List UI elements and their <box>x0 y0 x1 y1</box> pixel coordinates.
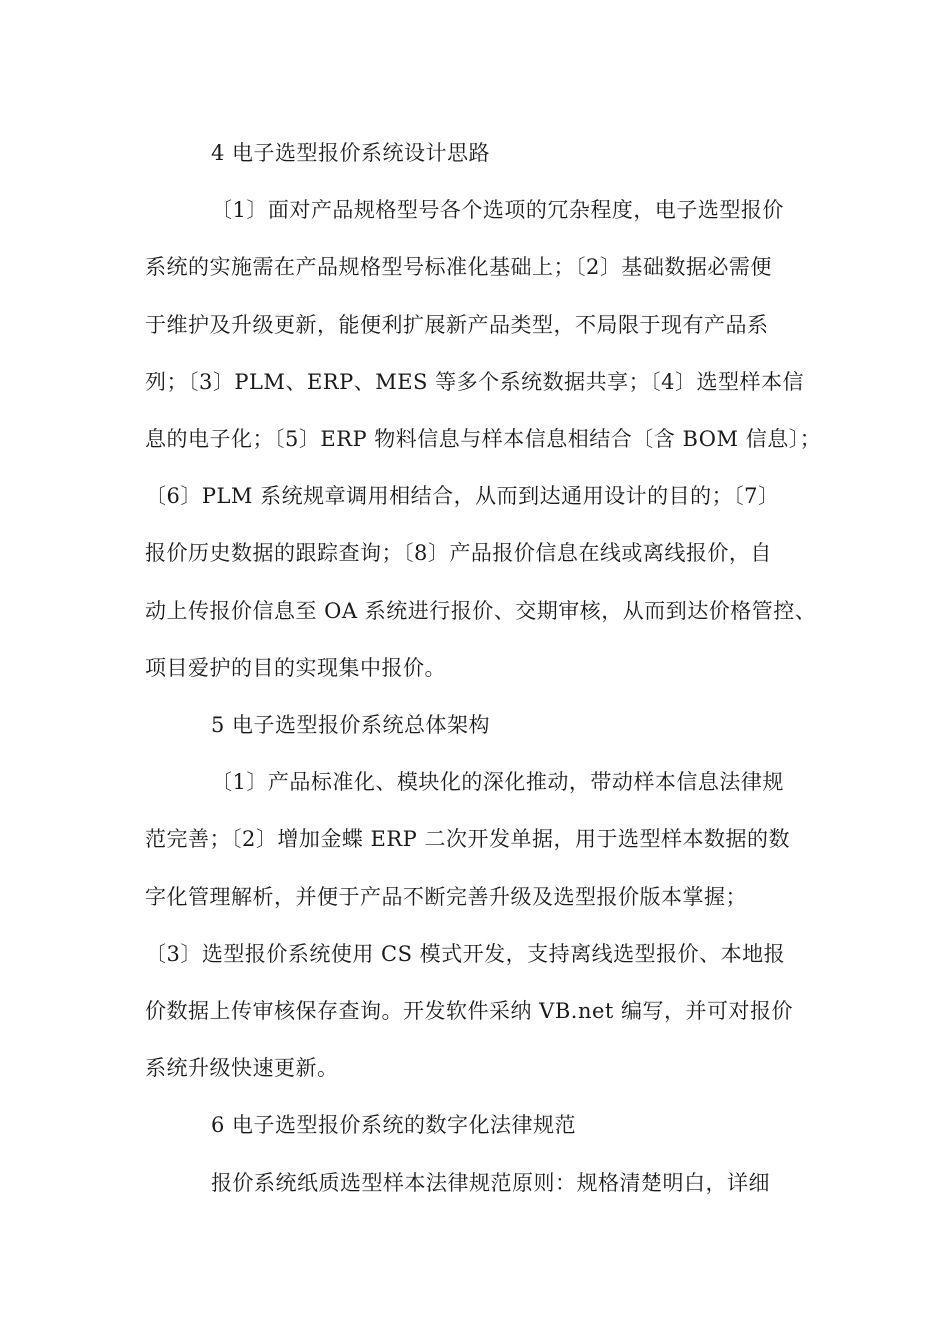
paragraph-line: 于维护及升级更新，能便利扩展新产品类型，不局限于现有产品系 <box>145 313 769 337</box>
paragraph-line: 价数据上传审核保存查询。开发软件采纳 VB.net 编写，并可对报价 <box>145 999 794 1023</box>
paragraph-line: 系统升级快速更新。 <box>145 1056 339 1080</box>
section-heading-4: 4 电子选型报价系统设计思路 <box>211 141 491 165</box>
paragraph-line: 动上传报价信息至 OA 系统进行报价、交期审核，从而到达价格管控、 <box>145 599 817 623</box>
paragraph-line: 〔3〕选型报价系统使用 CS 模式开发，支持离线选型报价、本地报 <box>145 942 786 966</box>
paragraph-line: 报价历史数据的跟踪查询；〔8〕产品报价信息在线或离线报价，自 <box>145 541 772 565</box>
section-heading-5: 5 电子选型报价系统总体架构 <box>211 713 491 737</box>
paragraph-line: 字化管理解析，并便于产品不断完善升级及选型报价版本掌握； <box>145 885 747 909</box>
paragraph-line: 项目爱护的目的实现集中报价。 <box>145 656 446 680</box>
paragraph-line: 系统的实施需在产品规格型号标准化基础上；〔2〕基础数据必需便 <box>145 255 772 279</box>
paragraph-line: 列；〔3〕PLM、ERP、MES 等多个系统数据共享；〔4〕选型样本信 <box>145 370 804 394</box>
paragraph-line: 报价系统纸质选型样本法律规范原则：规格清楚明白，详细 <box>211 1171 770 1195</box>
paragraph-line: 〔1〕产品标准化、模块化的深化推动，带动样本信息法律规 <box>211 770 784 794</box>
paragraph-line: 〔1〕面对产品规格型号各个选项的冗杂程度，电子选型报价 <box>211 198 784 222</box>
paragraph-line: 范完善；〔2〕增加金蝶 ERP 二次开发单据，用于选型样本数据的数 <box>145 827 790 851</box>
section-heading-6: 6 电子选型报价系统的数字化法律规范 <box>211 1113 577 1137</box>
paragraph-line: 息的电子化；〔5〕ERP 物料信息与样本信息相结合〔含 BOM 信息〕； <box>145 427 822 451</box>
paragraph-line: 〔6〕PLM 系统规章调用相结合，从而到达通用设计的目的；〔7〕 <box>145 484 780 508</box>
